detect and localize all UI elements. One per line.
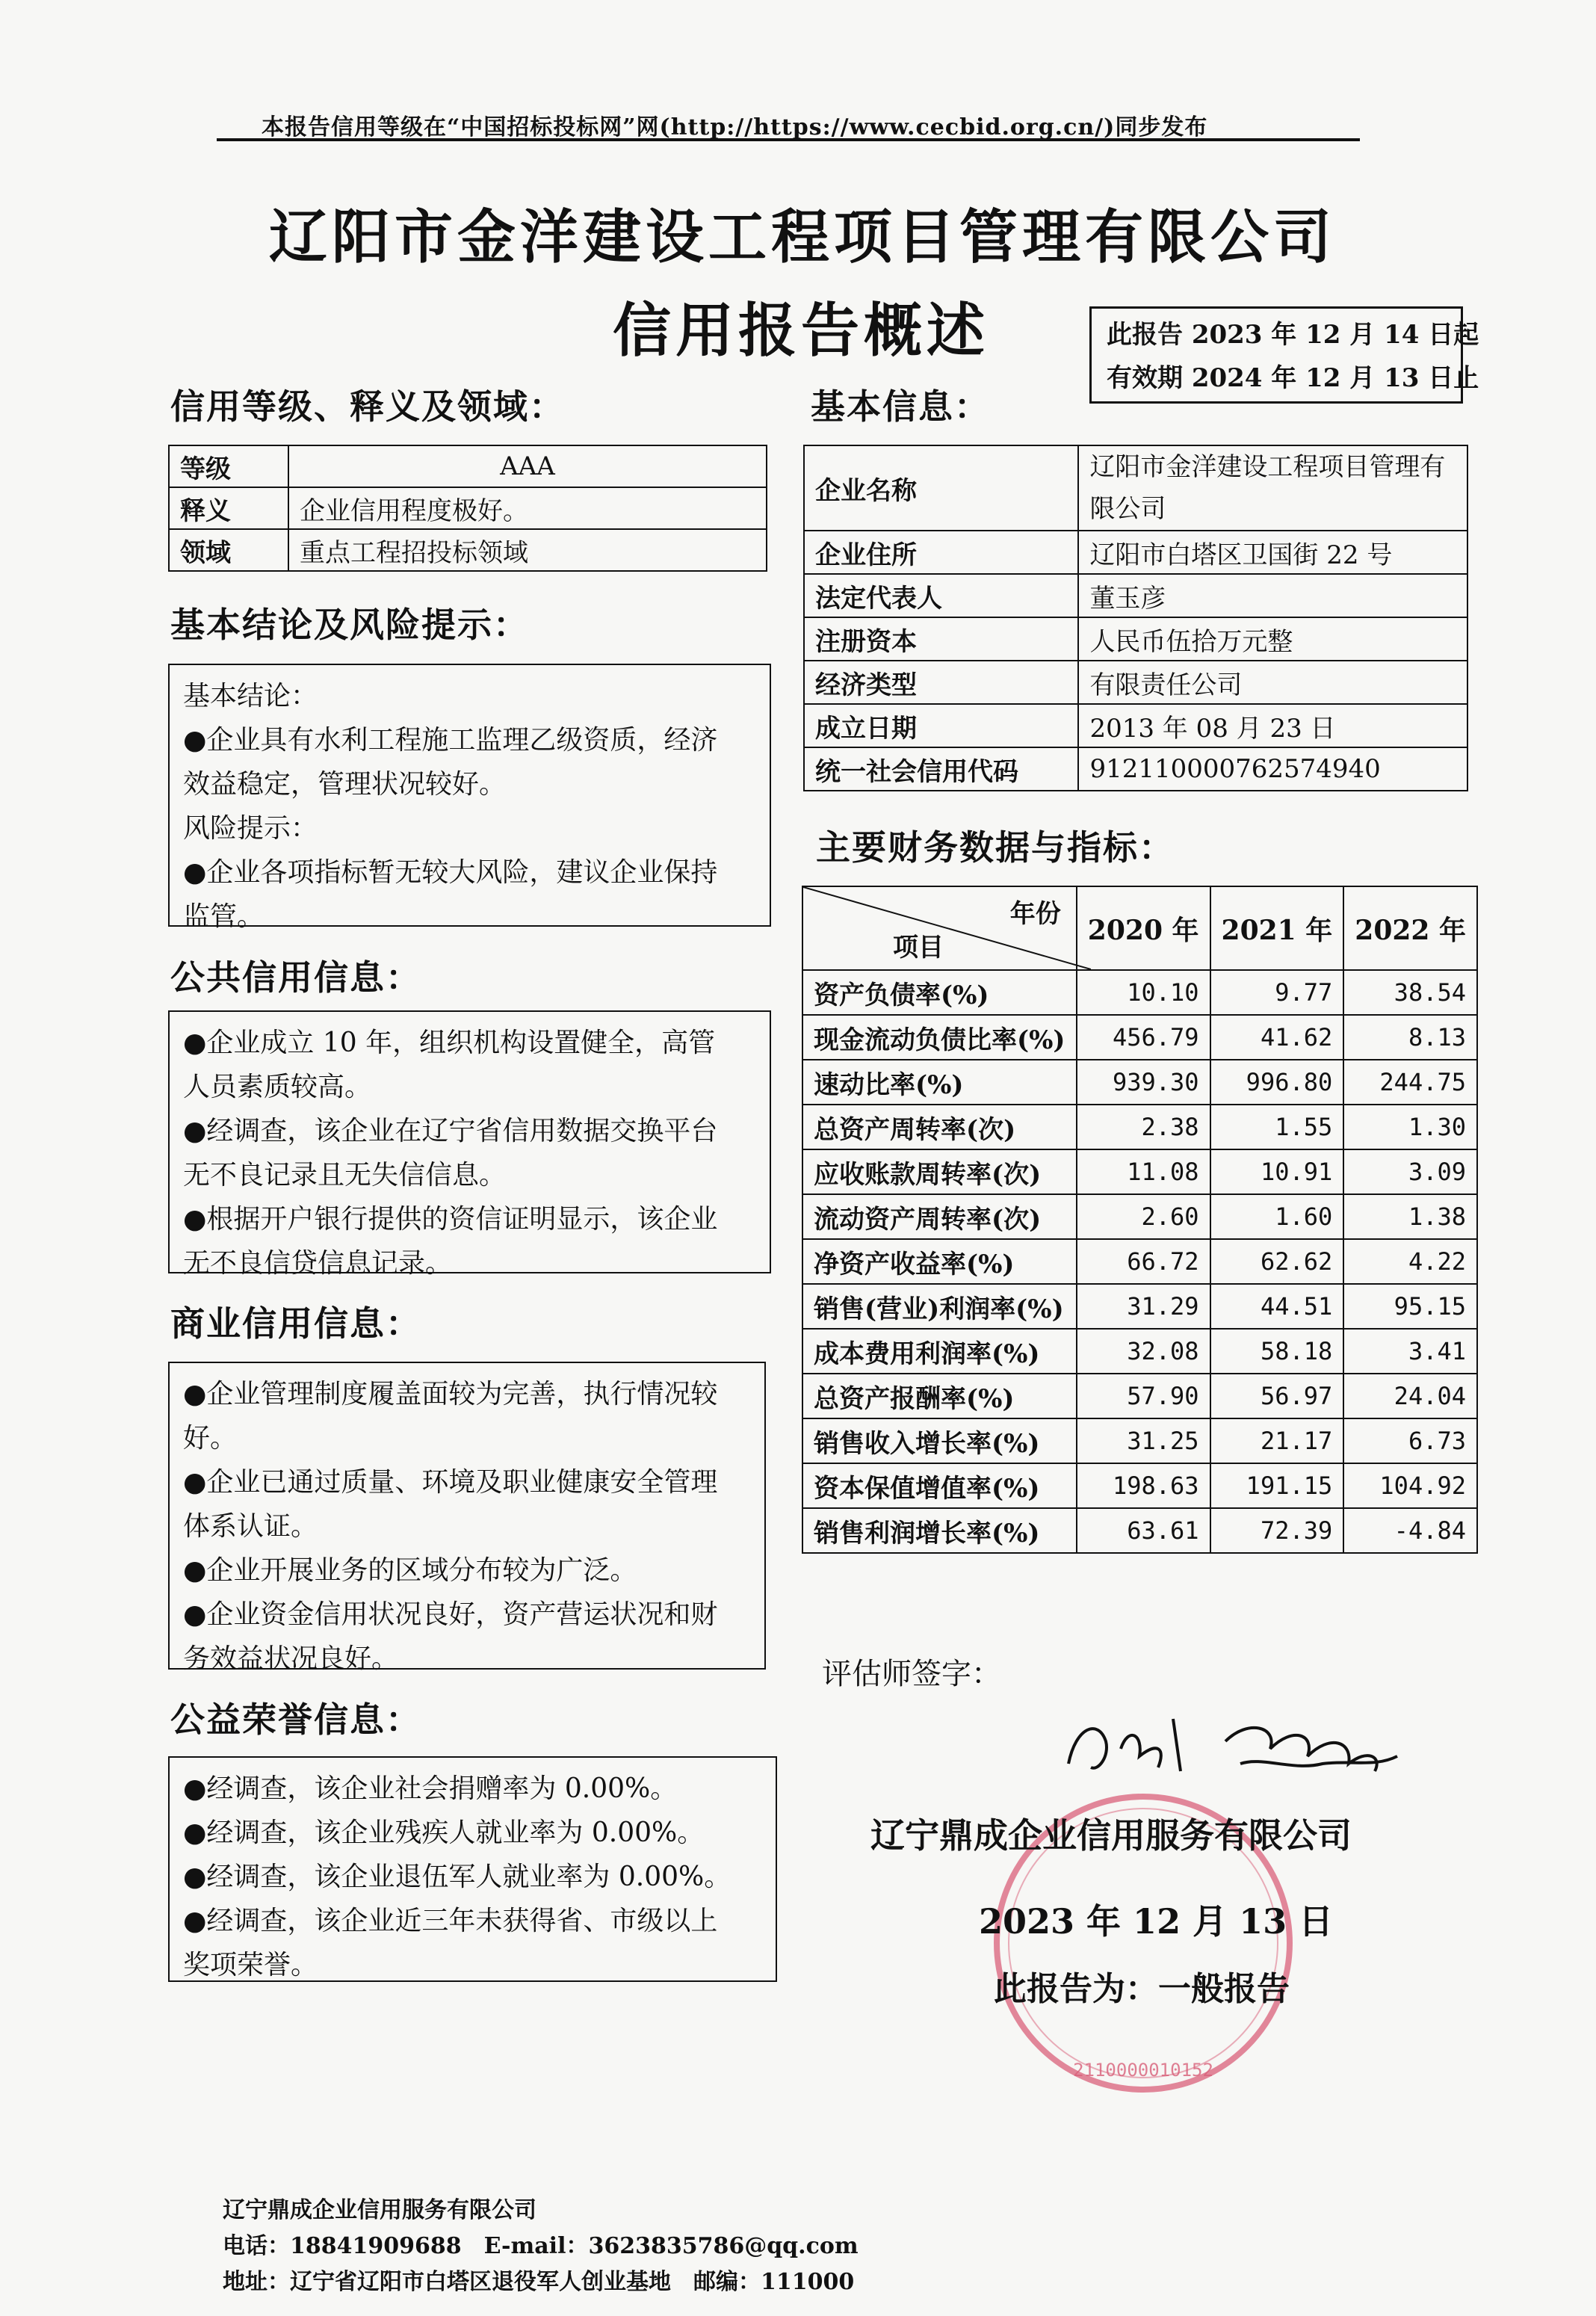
table-row [804, 531, 1467, 574]
financial-value-cell: 456.79 [1077, 1015, 1210, 1060]
honor-line: ●经调查，该企业社会捐赠率为 0.00%。 [183, 1773, 678, 1804]
table-row [804, 574, 1467, 617]
financial-item-label: 销售利润增长率(%) [802, 1508, 1077, 1553]
business-credit-heading: 商业信用信息： [170, 1303, 421, 1344]
financial-value-cell: 244.75 [1343, 1060, 1477, 1105]
corner-year-label: 年份 [1009, 899, 1061, 929]
table-row [802, 1105, 1477, 1149]
meaning-key: 释义 [169, 487, 288, 529]
table-row [169, 529, 767, 571]
public-credit-box [168, 1010, 771, 1279]
business-credit-line: ●企业已通过质量、环境及职业健康安全管理 [183, 1467, 718, 1498]
financial-value-cell: 58.18 [1210, 1329, 1344, 1374]
year-header: 2022 年 [1343, 886, 1477, 970]
financial-value-cell: 996.80 [1210, 1060, 1344, 1105]
field-key: 领域 [169, 529, 288, 571]
financial-item-label: 速动比率(%) [802, 1060, 1077, 1105]
public-credit-line: 无不良记录且无失信信息。 [183, 1160, 507, 1191]
financial-value-cell: 57.90 [1077, 1374, 1210, 1418]
financial-item-label: 总资产报酬率(%) [802, 1374, 1077, 1418]
conclusion-line: 基本结论： [183, 681, 318, 711]
validity-start: 此报告 2023 年 12 月 14 日起 [1107, 320, 1479, 350]
address-value: 辽阳市白塔区卫国街 22 号 [1078, 531, 1467, 574]
header-rule [217, 138, 1360, 141]
financial-value-cell: 6.73 [1343, 1418, 1477, 1463]
financial-value-cell: 21.17 [1210, 1418, 1344, 1463]
corner-item-label: 项目 [893, 933, 944, 963]
conclusion-line: 风险提示： [183, 813, 318, 844]
financial-value-cell: 31.29 [1077, 1284, 1210, 1329]
table-row [802, 1418, 1477, 1463]
table-row [804, 704, 1467, 747]
public-credit-line: ●经调查，该企业在辽宁省信用数据交换平台 [183, 1116, 718, 1146]
field-value: 重点工程招投标领域 [288, 529, 767, 571]
table-row [802, 1149, 1477, 1194]
table-row [804, 445, 1467, 531]
financial-value-cell: 24.04 [1343, 1374, 1477, 1418]
address-key: 企业住所 [804, 531, 1078, 574]
validity-end: 有效期 2024 年 12 月 13 日止 [1107, 363, 1479, 393]
financial-value-cell: 1.30 [1343, 1105, 1477, 1149]
footer-address: 地址：辽宁省辽阳市白塔区退役军人创业基地 邮编：111000 [223, 2269, 855, 2295]
business-credit-line: ●企业资金信用状况良好，资产营运状况和财 [183, 1599, 718, 1630]
grade-value: AAA [288, 445, 767, 487]
financial-value-cell: 31.25 [1077, 1418, 1210, 1463]
business-credit-line: ●企业管理制度履盖面较为完善，执行情况较 [183, 1379, 718, 1409]
financial-value-cell: 56.97 [1210, 1374, 1344, 1418]
financial-value-cell: 4.22 [1343, 1239, 1477, 1284]
financial-value-cell: 95.15 [1343, 1284, 1477, 1329]
signature-label: 评估师签字： [822, 1657, 1001, 1691]
financial-value-cell: 1.60 [1210, 1194, 1344, 1239]
financial-value-cell: 8.13 [1343, 1015, 1477, 1060]
financial-value-cell: 3.09 [1343, 1149, 1477, 1194]
business-credit-line: ●企业开展业务的区域分布较为广泛。 [183, 1555, 637, 1586]
table-row [802, 1015, 1477, 1060]
honor-line: ●经调查，该企业残疾人就业率为 0.00%。 [183, 1818, 705, 1848]
seal-number: 2110000010152 [1073, 2060, 1213, 2081]
company-title: 辽阳市金洋建设工程项目管理有限公司 [269, 203, 1337, 271]
diagonal-header-cell [802, 886, 1077, 970]
financial-value-cell: 44.51 [1210, 1284, 1344, 1329]
financial-value-cell: 63.61 [1077, 1508, 1210, 1553]
credit-code-key: 统一社会信用代码 [804, 747, 1078, 791]
business-credit-box [168, 1362, 766, 1674]
validity-box [1089, 306, 1479, 404]
financial-value-cell: 1.55 [1210, 1105, 1344, 1149]
grade-table [168, 445, 767, 572]
financial-value-cell: 2.38 [1077, 1105, 1210, 1149]
econ-type-key: 经济类型 [804, 661, 1078, 704]
financial-value-cell: 10.91 [1210, 1149, 1344, 1194]
company-name-key: 企业名称 [804, 445, 1078, 531]
financial-value-cell: 38.54 [1343, 970, 1477, 1015]
table-row [802, 1060, 1477, 1105]
honor-box [168, 1756, 777, 1982]
signer-company: 辽宁鼎成企业信用服务有限公司 [870, 1815, 1352, 1856]
table-row [169, 487, 767, 529]
conclusion-line: 效益稳定，管理状况较好。 [183, 769, 507, 800]
financial-header-row [802, 886, 1477, 970]
table-row [802, 1463, 1477, 1508]
business-credit-line: 体系认证。 [183, 1511, 318, 1542]
honor-heading: 公益荣誉信息： [170, 1699, 421, 1740]
header-notice: 本报告信用等级在“中国招标投标网”网(http://https://www.cecbid.org.cn/)同步发布 [262, 114, 1208, 140]
financial-item-label: 销售(营业)利润率(%) [802, 1284, 1077, 1329]
honor-line: ●经调查，该企业退伍军人就业率为 0.00%。 [183, 1862, 732, 1892]
credit-code-value: 912110000762574940 [1078, 747, 1467, 791]
table-row [802, 1239, 1477, 1284]
financial-value-cell: 72.39 [1210, 1508, 1344, 1553]
table-row [804, 661, 1467, 704]
public-credit-line: ●根据开户银行提供的资信证明显示，该企业 [183, 1204, 718, 1235]
public-credit-line: 人员素质较高。 [183, 1072, 372, 1102]
grade-heading: 信用等级、释义及领域： [170, 386, 565, 427]
grade-key: 等级 [169, 445, 288, 487]
footer-company: 辽宁鼎成企业信用服务有限公司 [223, 2197, 536, 2223]
company-name-value: 辽阳市金洋建设工程项目管理有限公司 [1078, 445, 1467, 531]
business-credit-line: 务效益状况良好。 [183, 1643, 399, 1674]
financial-table [802, 886, 1478, 1554]
financial-value-cell: 9.77 [1210, 970, 1344, 1015]
financial-value-cell: 1.38 [1343, 1194, 1477, 1239]
conclusion-line: ●企业具有水利工程施工监理乙级资质，经济 [183, 725, 718, 756]
conclusion-box [168, 664, 771, 932]
financial-value-cell: 11.08 [1077, 1149, 1210, 1194]
report-type: 此报告为：一般报告 [994, 1970, 1290, 2008]
legal-rep-key: 法定代表人 [804, 574, 1078, 617]
honor-line: ●经调查，该企业近三年未获得省、市级以上 [183, 1906, 718, 1936]
table-row [804, 617, 1467, 661]
table-row [169, 445, 767, 487]
capital-value: 人民币伍拾万元整 [1078, 617, 1467, 661]
financial-value-cell: 10.10 [1077, 970, 1210, 1015]
legal-rep-value: 董玉彦 [1078, 574, 1467, 617]
sign-date: 2023 年 12 月 13 日 [979, 1901, 1334, 1942]
public-credit-heading: 公共信用信息： [170, 957, 421, 998]
report-title: 信用报告概述 [613, 297, 990, 365]
financial-value-cell: 104.92 [1343, 1463, 1477, 1508]
conclusion-line: 监管。 [183, 901, 265, 932]
table-row [802, 1374, 1477, 1418]
table-row [802, 1194, 1477, 1239]
financial-body [802, 970, 1477, 1553]
table-row [802, 1508, 1477, 1553]
public-credit-line: ●企业成立 10 年，组织机构设置健全，高管 [183, 1028, 716, 1058]
table-row [804, 747, 1467, 791]
year-header: 2021 年 [1210, 886, 1344, 970]
financial-value-cell: 62.62 [1210, 1239, 1344, 1284]
financial-value-cell: 198.63 [1077, 1463, 1210, 1508]
found-date-value: 2013 年 08 月 23 日 [1078, 704, 1467, 747]
meaning-value: 企业信用程度极好。 [288, 487, 767, 529]
table-row [802, 970, 1477, 1015]
business-credit-line: 好。 [183, 1423, 238, 1454]
conclusion-line: ●企业各项指标暂无较大风险，建议企业保持 [183, 857, 718, 888]
financial-item-label: 净资产收益率(%) [802, 1239, 1077, 1284]
basic-info-heading: 基本信息： [811, 386, 990, 427]
public-credit-line: 无不良信贷信息记录。 [183, 1248, 453, 1279]
financial-heading: 主要财务数据与指标： [816, 827, 1175, 868]
financial-value-cell: 191.15 [1210, 1463, 1344, 1508]
financial-item-label: 销售收入增长率(%) [802, 1418, 1077, 1463]
basic-info-table [803, 445, 1468, 791]
footer-contact: 电话：18841909688 E-mail：3623835786@qq.com [223, 2233, 859, 2259]
econ-type-value: 有限责任公司 [1078, 661, 1467, 704]
financial-value-cell: -4.84 [1343, 1508, 1477, 1553]
financial-item-label: 资本保值增值率(%) [802, 1463, 1077, 1508]
financial-item-label: 现金流动负债比率(%) [802, 1015, 1077, 1060]
financial-item-label: 应收账款周转率(次) [802, 1149, 1077, 1194]
year-header: 2020 年 [1077, 886, 1210, 970]
financial-value-cell: 939.30 [1077, 1060, 1210, 1105]
financial-value-cell: 2.60 [1077, 1194, 1210, 1239]
financial-item-label: 流动资产周转率(次) [802, 1194, 1077, 1239]
financial-value-cell: 41.62 [1210, 1015, 1344, 1060]
financial-item-label: 总资产周转率(次) [802, 1105, 1077, 1149]
financial-value-cell: 3.41 [1343, 1329, 1477, 1374]
capital-key: 注册资本 [804, 617, 1078, 661]
signature-icon [1054, 1696, 1412, 1794]
financial-item-label: 资产负债率(%) [802, 970, 1077, 1015]
conclusion-heading: 基本结论及风险提示： [170, 605, 529, 645]
financial-value-cell: 32.08 [1077, 1329, 1210, 1374]
table-row [802, 1329, 1477, 1374]
honor-line: 奖项荣誉。 [183, 1950, 318, 1980]
financial-item-label: 成本费用利润率(%) [802, 1329, 1077, 1374]
table-row [802, 1284, 1477, 1329]
financial-value-cell: 66.72 [1077, 1239, 1210, 1284]
found-date-key: 成立日期 [804, 704, 1078, 747]
